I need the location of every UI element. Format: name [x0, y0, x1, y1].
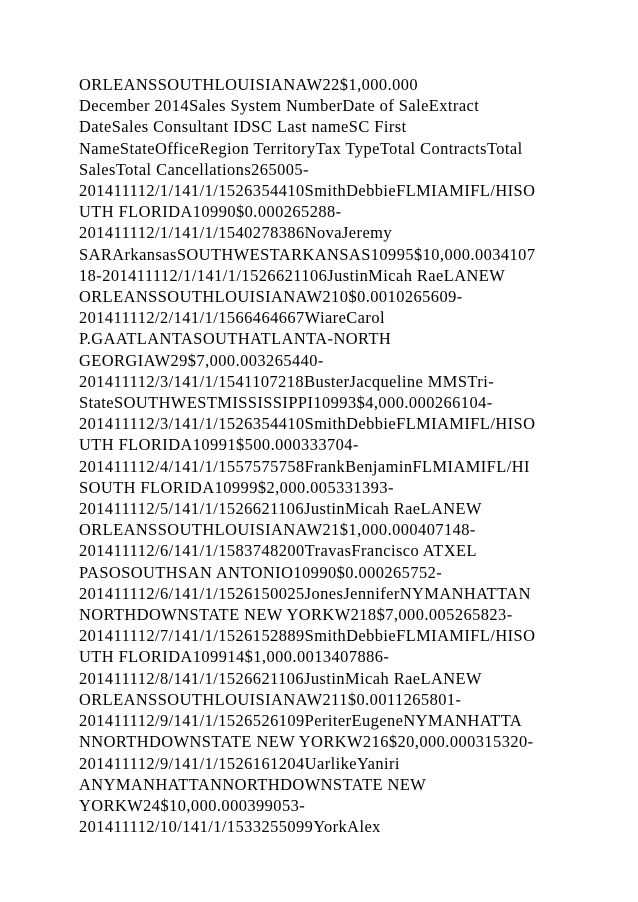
- text-line: 201411112/9/141/1/1526161204UarlikeYaniri: [79, 753, 400, 773]
- text-line: 201411112/9/141/1/1526526109PeriterEugeneNYMANHATTA: [79, 711, 523, 731]
- text-line: 201411112/8/141/1/1526621106JustinMicah RaeLANEW: [79, 668, 482, 688]
- text-line: 201411112/4/141/1/1557575758FrankBenjaminFLMIAMIFL/HI: [79, 456, 530, 476]
- text-line: ORLEANSSOUTHLOUISIANAW210$0.0010265609-: [79, 287, 463, 307]
- text-line: NORTHDOWNSTATE NEW YORKW218$7,000.005265823-: [79, 605, 513, 625]
- text-line: 201411112/2/141/1/1566464667WiareCarol: [79, 308, 385, 328]
- text-line: UTH FLORIDA10991$500.000333704-: [79, 435, 359, 455]
- text-line: ANYMANHATTANNORTHDOWNSTATE NEW: [79, 774, 427, 794]
- document-text-block: [79, 74, 579, 837]
- text-line: PASOSOUTHSAN ANTONIO10990$0.000265752-: [79, 562, 443, 582]
- text-line: SARArkansasSOUTHWESTARKANSAS10995$10,000.0034107: [79, 244, 536, 264]
- text-line: 201411112/3/141/1/1526354410SmithDebbieFLMIAMIFL/HISO: [79, 414, 536, 434]
- text-line: 18-201411112/1/141/1/1526621106JustinMicah RaeLANEW: [79, 265, 506, 285]
- text-line: SalesTotal Cancellations265005-: [79, 159, 309, 179]
- text-line: ORLEANSSOUTHLOUISIANAW22$1,000.000: [79, 75, 419, 94]
- text-line: DateSales Consultant IDSC Last nameSC First: [79, 117, 407, 137]
- text-line: SOUTH FLORIDA10999$2,000.005331393-: [79, 477, 394, 497]
- text-line: 201411112/5/141/1/1526621106JustinMicah RaeLANEW: [79, 499, 482, 519]
- text-line: ORLEANSSOUTHLOUISIANAW21$1,000.000407148-: [79, 520, 476, 540]
- text-line: StateSOUTHWESTMISSISSIPPI10993$4,000.000266104-: [79, 393, 493, 413]
- text-line: P.GAATLANTASOUTHATLANTA-NORTH: [79, 329, 392, 349]
- text-line: ORLEANSSOUTHLOUISIANAW211$0.0011265801-: [79, 689, 462, 709]
- text-line: UTH FLORIDA10990$0.000265288-: [79, 202, 342, 222]
- text-line: UTH FLORIDA109914$1,000.0013407886-: [79, 647, 390, 667]
- text-line: NNORTHDOWNSTATE NEW YORKW216$20,000.000315320-: [79, 732, 534, 752]
- text-line: December 2014Sales System NumberDate of SaleExtract: [79, 96, 480, 116]
- text-line: GEORGIAW29$7,000.003265440-: [79, 350, 324, 370]
- text-line: 201411112/6/141/1/1583748200TravasFrancisco ATXEL: [79, 541, 477, 561]
- text-line: 201411112/3/141/1/1541107218BusterJacqueline MMSTri-: [79, 371, 495, 391]
- text-line: 201411112/1/141/1/1526354410SmithDebbieFLMIAMIFL/HISO: [79, 181, 536, 201]
- text-line: YORKW24$10,000.000399053-: [79, 795, 306, 815]
- text-line: 201411112/1/141/1/1540278386NovaJeremy: [79, 223, 393, 243]
- text-line: NameStateOfficeRegion TerritoryTax TypeTotal ContractsTotal: [79, 138, 523, 158]
- text-line: 201411112/6/141/1/1526150025JonesJenniferNYMANHATTAN: [79, 583, 531, 603]
- text-line: 201411112/10/141/1/1533255099YorkAlex: [79, 817, 381, 837]
- text-line: 201411112/7/141/1/1526152889SmithDebbieFLMIAMIFL/HISO: [79, 626, 536, 646]
